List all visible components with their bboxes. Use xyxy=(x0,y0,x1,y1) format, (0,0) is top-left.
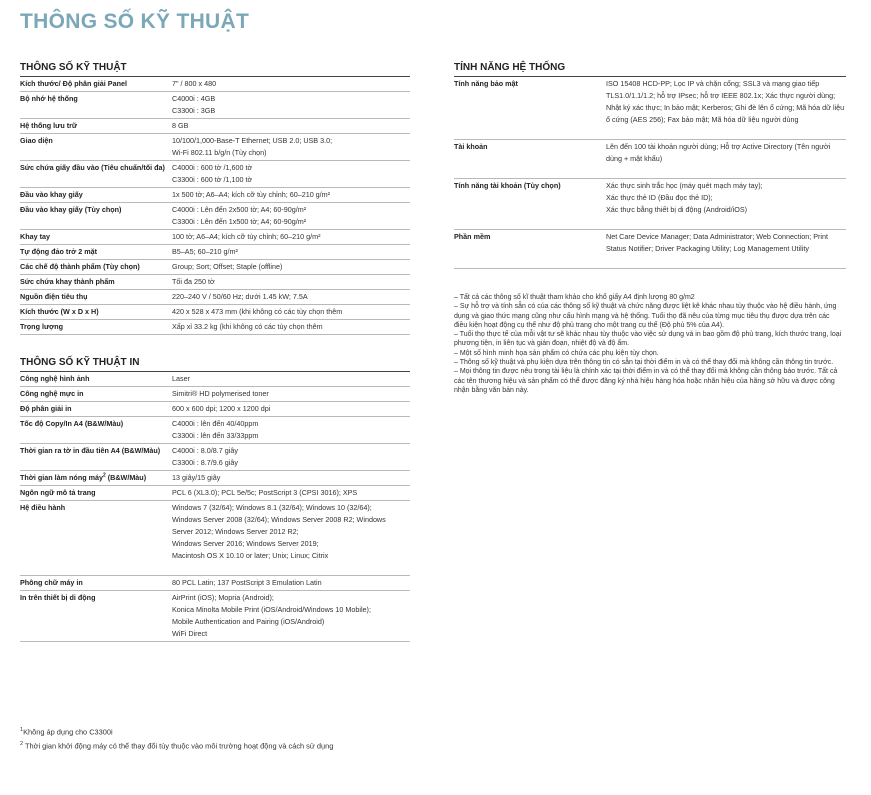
spec-value xyxy=(172,92,410,118)
spec-value xyxy=(172,290,410,304)
spec-label-text: Phần mềm xyxy=(454,232,491,241)
spec-label-text: Trọng lượng xyxy=(20,322,64,331)
spec-value-line: Macintosh OS X 10.10 or later; Unix; Linux; Citrix xyxy=(172,551,329,560)
print-specs-heading: THÔNG SỐ KỸ THUẬT IN xyxy=(20,357,410,372)
spec-value xyxy=(172,305,410,319)
spec-value xyxy=(172,576,410,590)
spec-row xyxy=(20,188,410,203)
spec-row xyxy=(20,119,410,134)
spec-label-text: In trên thiết bị di động xyxy=(20,593,96,602)
spec-value-line: Xác thực bằng thiết bị di động (Android/iOS) xyxy=(606,205,748,214)
spec-value-line: Tối đa 250 tờ xyxy=(172,277,215,286)
spec-label-text: Tính năng tài khoản (Tùy chọn) xyxy=(454,181,561,190)
spec-row xyxy=(454,77,846,140)
spec-label-text: Sức chứa khay thành phẩm xyxy=(20,277,115,286)
spec-value xyxy=(172,372,410,386)
footnote-marker: 2 xyxy=(102,472,106,479)
spec-value-line: Konica Minolta Mobile Print (iOS/Android/Windows 10 Mobile); xyxy=(172,605,371,614)
spec-value-line: 7" / 800 x 480 xyxy=(172,79,217,88)
spec-value-line xyxy=(606,255,846,267)
spec-label-text: Công nghệ mực in xyxy=(20,389,84,398)
spec-label-text: Hệ điều hành xyxy=(20,503,66,512)
spec-row xyxy=(20,260,410,275)
spec-value xyxy=(172,203,410,229)
spec-value-line: C4000i : 8.0/8.7 giây xyxy=(172,446,238,455)
spec-value-line xyxy=(172,562,410,574)
spec-label xyxy=(20,471,172,485)
spec-value-line: C3300i : Lên đến 1x500 tờ; A4; 60-90g/m² xyxy=(172,217,307,226)
spec-value xyxy=(172,134,410,160)
spec-label xyxy=(20,260,172,274)
footnote-text: Thời gian khởi động máy có thể thay đổi tùy thuộc vào môi trường hoạt động và cách sử dụng xyxy=(23,741,334,751)
spec-value xyxy=(606,230,846,268)
spec-label xyxy=(20,486,172,500)
spec-label-text: Công nghệ hình ảnh xyxy=(20,374,90,383)
spec-label-text: Tính năng bảo mật xyxy=(454,79,518,88)
spec-value xyxy=(172,275,410,289)
spec-label xyxy=(20,576,172,590)
spec-value xyxy=(172,486,410,500)
system-features-table xyxy=(454,77,846,269)
spec-value xyxy=(172,417,410,443)
spec-row xyxy=(20,576,410,591)
spec-label xyxy=(454,140,606,178)
spec-value-line: C4000i : 600 tờ /1,600 tờ xyxy=(172,163,253,172)
spec-value-line: C3300i : lên đến 33/33ppm xyxy=(172,431,259,440)
spec-row xyxy=(20,92,410,119)
note-item: – Mọi thông tin được nêu trong tài liệu là chính xác tại thời điểm in và có thể thay đổi mà không cần thông báo trước. Tất cả các tên thương hiệu và sản phẩm có thể được đăng ký nhà hiệu hàng hóa hoặc nhãn hiệu của hãng sở hữu và được công nhận bằng văn bản này. xyxy=(454,368,838,394)
spec-value-line: 8 GB xyxy=(172,121,189,130)
spec-row xyxy=(20,134,410,161)
spec-value-line: 1x 500 tờ; A6–A4; kích cỡ tùy chỉnh; 60–210 g/m² xyxy=(172,190,331,199)
spec-value xyxy=(172,230,410,244)
note-item: – Một số hình minh họa sản phẩm có chứa các phụ kiện tùy chọn. xyxy=(454,349,659,357)
spec-row xyxy=(20,501,410,576)
spec-value xyxy=(172,501,410,575)
spec-value-line: Server 2012; Windows Server 2012 R2; xyxy=(172,527,299,536)
spec-value-line: Simitri® HD polymerised toner xyxy=(172,389,269,398)
right-column xyxy=(454,62,846,269)
spec-label xyxy=(20,203,172,229)
spec-label-text: Phông chữ máy in xyxy=(20,578,83,587)
spec-label-text: Tự động đảo trở 2 mặt xyxy=(20,247,97,256)
spec-row xyxy=(20,320,410,335)
spec-value-line: WiFi Direct xyxy=(172,629,208,638)
spec-label xyxy=(20,92,172,118)
note-item: – Tuổi thọ thực tế của mỗi vật tư sẽ khác nhau tùy thuộc vào việc sử dụng và in bao gồm độ phủ trang, kích thước trang, loại phương tiện, in liên tục và gián đoạn, nhiệt độ và độ ẩm. xyxy=(454,331,842,348)
spec-value xyxy=(172,402,410,416)
spec-label xyxy=(454,77,606,139)
spec-value-line xyxy=(606,216,846,228)
spec-value-line: 100 tờ; A6–A4; kích cỡ tùy chỉnh; 60–210 g/m² xyxy=(172,232,321,241)
spec-label-text: Các chế độ thành phẩm (Tùy chọn) xyxy=(20,262,140,271)
spec-value-line: 80 PCL Latin; 137 PostScript 3 Emulation Latin xyxy=(172,578,322,587)
spec-value xyxy=(606,140,846,178)
spec-row xyxy=(20,417,410,444)
spec-row xyxy=(20,275,410,290)
spec-label xyxy=(20,161,172,187)
footnote-marker: 1 xyxy=(20,727,24,733)
spec-value-line xyxy=(606,165,846,177)
spec-label-text: Hệ thống lưu trữ xyxy=(20,121,78,130)
spec-value xyxy=(172,77,410,91)
footnotes xyxy=(20,724,440,753)
spec-label xyxy=(20,417,172,443)
spec-label xyxy=(20,77,172,91)
note-item: – Sự hỗ trợ và tính sẵn có của các thông số kỹ thuật và chức năng được liệt kê khác nhau tùy thuộc vào hệ điều hành, ứng dụng và giao thức mạng cũng như cấu hình mạng và hệ thống. Tuổi thọ đã nêu của từng mục tiêu thụ được dựa trên các điều kiện hoạt động cụ thể như độ phủ trang cho một trang cụ thể (Độ phủ 5% của A4). xyxy=(454,303,837,329)
spec-row xyxy=(20,372,410,387)
spec-label-text: Giao diện xyxy=(20,136,53,145)
spec-row xyxy=(20,444,410,471)
spec-row xyxy=(20,245,410,260)
spec-label-text: Tốc độ Copy/In A4 (B&W/Màu) xyxy=(20,419,124,428)
spec-value-line: Wi-Fi 802.11 b/g/n (Tùy chọn) xyxy=(172,148,267,157)
spec-label-text: Thời gian ra tờ in đầu tiên A4 (B&W/Màu) xyxy=(20,446,161,455)
spec-row xyxy=(20,471,410,486)
spec-value-line: Mobile Authentication and Pairing (iOS/Android) xyxy=(172,617,325,626)
spec-value-line: 10/100/1,000-Base-T Ethernet; USB 2.0; USB 3.0; xyxy=(172,136,333,145)
spec-label xyxy=(454,179,606,229)
spec-value xyxy=(172,260,410,274)
spec-value-line: C3300i : 600 tờ /1,100 tờ xyxy=(172,175,253,184)
spec-value xyxy=(172,387,410,401)
spec-value-line: C4000i : lên đến 40/40ppm xyxy=(172,419,259,428)
footnote-marker: 2 xyxy=(20,741,24,748)
spec-label-text: Độ phân giải in xyxy=(20,404,72,413)
spec-value-line: Group; Sort; Offset; Staple (offline) xyxy=(172,262,283,271)
spec-value-line: Windows Server 2016; Windows Server 2019; xyxy=(172,539,319,548)
left-column xyxy=(20,62,410,642)
spec-value-line: 13 giây/15 giây xyxy=(172,473,221,482)
spec-label xyxy=(20,119,172,133)
note-item: – Tất cả các thông số kĩ thuật tham khảo cho khổ giấy A4 định lượng 80 g/m2 xyxy=(454,294,695,301)
spec-row xyxy=(20,230,410,245)
spec-label xyxy=(20,320,172,334)
spec-value-line: Net Care Device Manager; Data Administrator; Web Connection; Print Status Notifier; Driver Packaging Utility; Log Management Utility xyxy=(606,232,828,253)
spec-row xyxy=(454,179,846,230)
spec-value xyxy=(606,77,846,139)
spec-value-line: Lên đến 100 tài khoản người dùng; Hỗ trợ Active Directory (Tên người dùng + mật khẩu) xyxy=(606,142,831,163)
spec-label-text: Sức chứa giấy đầu vào (Tiêu chuẩn/tối đa) xyxy=(20,163,165,172)
spec-value-line: PCL 6 (XL3.0); PCL 5e/5c; PostScript 3 (CPSI 3016); XPS xyxy=(172,488,358,497)
spec-value-line: 420 x 528 x 473 mm (khi không có các tùy chọn thêm xyxy=(172,307,343,316)
spec-label xyxy=(20,188,172,202)
spec-value xyxy=(172,188,410,202)
spec-row xyxy=(454,140,846,179)
spec-label-text: Nguồn điện tiêu thụ xyxy=(20,292,88,301)
spec-value-line: ISO 15408 HCD-PP; Lọc IP và chặn cổng; SSL3 và mạng giao tiếp TLS1.0/1.1/1.2; hỗ trợ IPsec; hỗ trợ IEEE 802.1x; Xác thực người dùng; Nhật ký xác thực; In bảo mật; Kerberos; Ghi đè lên ổ cứng; Mã hóa dữ liệu ổ cứng (AES 256); Fax bảo mật; Mã hóa dữ liệu người dùng xyxy=(606,79,845,124)
spec-value xyxy=(172,591,410,641)
spec-value-line: 220–240 V / 50/60 Hz; dưới 1.45 kW; 7.5A xyxy=(172,292,308,301)
spec-value xyxy=(172,320,410,334)
footnote-1 xyxy=(20,724,440,738)
spec-value-line: AirPrint (iOS); Mopria (Android); xyxy=(172,593,274,602)
spec-label-suffix: (B&W/Màu) xyxy=(105,473,147,482)
spec-value-line: Laser xyxy=(172,374,190,383)
notes-block xyxy=(454,293,844,395)
spec-row xyxy=(20,402,410,417)
spec-label-text: Kích thước/ Độ phân giải Panel xyxy=(20,79,127,88)
spec-value-line: B5–A5; 60–210 g/m² xyxy=(172,247,238,256)
spec-row xyxy=(20,305,410,320)
spec-row xyxy=(20,161,410,188)
spec-value xyxy=(172,471,410,485)
spec-value xyxy=(606,179,846,229)
spec-value-line: Windows Server 2008 (32/64); Windows Server 2008 R2; Windows xyxy=(172,515,386,524)
spec-label xyxy=(20,402,172,416)
spec-row xyxy=(20,387,410,402)
general-specs-heading: THÔNG SỐ KỸ THUẬT xyxy=(20,62,410,77)
note-item: – Thông số kỹ thuật và phụ kiện dựa trên thông tin có sẵn tại thời điểm in và có thể thay đổi mà không cần thông tin trước. xyxy=(454,359,834,367)
spec-value-line: Xác thực thẻ ID (Đầu đọc thẻ ID); xyxy=(606,193,713,202)
spec-row xyxy=(20,486,410,501)
spec-label xyxy=(20,387,172,401)
spec-label xyxy=(20,245,172,259)
spec-value-line: C3300i : 3GB xyxy=(172,106,216,115)
spec-value-line: C3300i : 8.7/9.6 giây xyxy=(172,458,238,467)
spec-label-text: Khay tay xyxy=(20,232,50,241)
spec-row xyxy=(20,290,410,305)
page-title: THÔNG SỐ KỸ THUẬT xyxy=(20,10,250,33)
spec-label xyxy=(20,372,172,386)
spec-value xyxy=(172,444,410,470)
spec-label xyxy=(20,305,172,319)
spec-row xyxy=(20,203,410,230)
spec-label xyxy=(454,230,606,268)
spec-label-text: Tài khoản xyxy=(454,142,488,151)
spec-label xyxy=(20,501,172,575)
spec-value-line: 600 x 600 dpi; 1200 x 1200 dpi xyxy=(172,404,271,413)
spec-label-text: Bộ nhớ hệ thống xyxy=(20,94,78,103)
spec-row xyxy=(20,591,410,642)
system-features-heading: TÍNH NĂNG HỆ THỐNG xyxy=(454,62,846,77)
spec-label xyxy=(20,444,172,470)
spec-label xyxy=(20,591,172,641)
spec-value-line: C4000i : 4GB xyxy=(172,94,216,103)
spec-value-line: Xác thực sinh trắc học (máy quét mạch máy tay); xyxy=(606,181,763,190)
spec-value xyxy=(172,119,410,133)
spec-label-text: Đầu vào khay giấy (Tùy chọn) xyxy=(20,205,122,214)
spec-value-line xyxy=(606,126,846,138)
spec-label-text: Kích thước (W x D x H) xyxy=(20,307,99,316)
spec-label xyxy=(20,230,172,244)
spec-label-text: Ngôn ngữ mô tả trang xyxy=(20,488,96,497)
spec-label-text: Đầu vào khay giấy xyxy=(20,190,83,199)
general-specs-table xyxy=(20,77,410,335)
spec-row xyxy=(20,77,410,92)
spec-label xyxy=(20,275,172,289)
print-specs-table xyxy=(20,372,410,642)
footnote-2 xyxy=(20,738,440,752)
spec-value-line: Windows 7 (32/64); Windows 8.1 (32/64); Windows 10 (32/64); xyxy=(172,503,372,512)
spec-row xyxy=(454,230,846,269)
spec-value xyxy=(172,245,410,259)
footnote-text: Không áp dụng cho C3300i xyxy=(23,727,113,737)
spec-value-line: C4000i : Lên đến 2x500 tờ; A4; 60-90g/m² xyxy=(172,205,307,214)
spec-label-text: Thời gian làm nóng máy xyxy=(20,473,103,482)
spec-value xyxy=(172,161,410,187)
spec-value-line: Xấp xỉ 33.2 kg (khi không có các tùy chọn thêm xyxy=(172,322,323,331)
spec-label xyxy=(20,290,172,304)
spec-label xyxy=(20,134,172,160)
